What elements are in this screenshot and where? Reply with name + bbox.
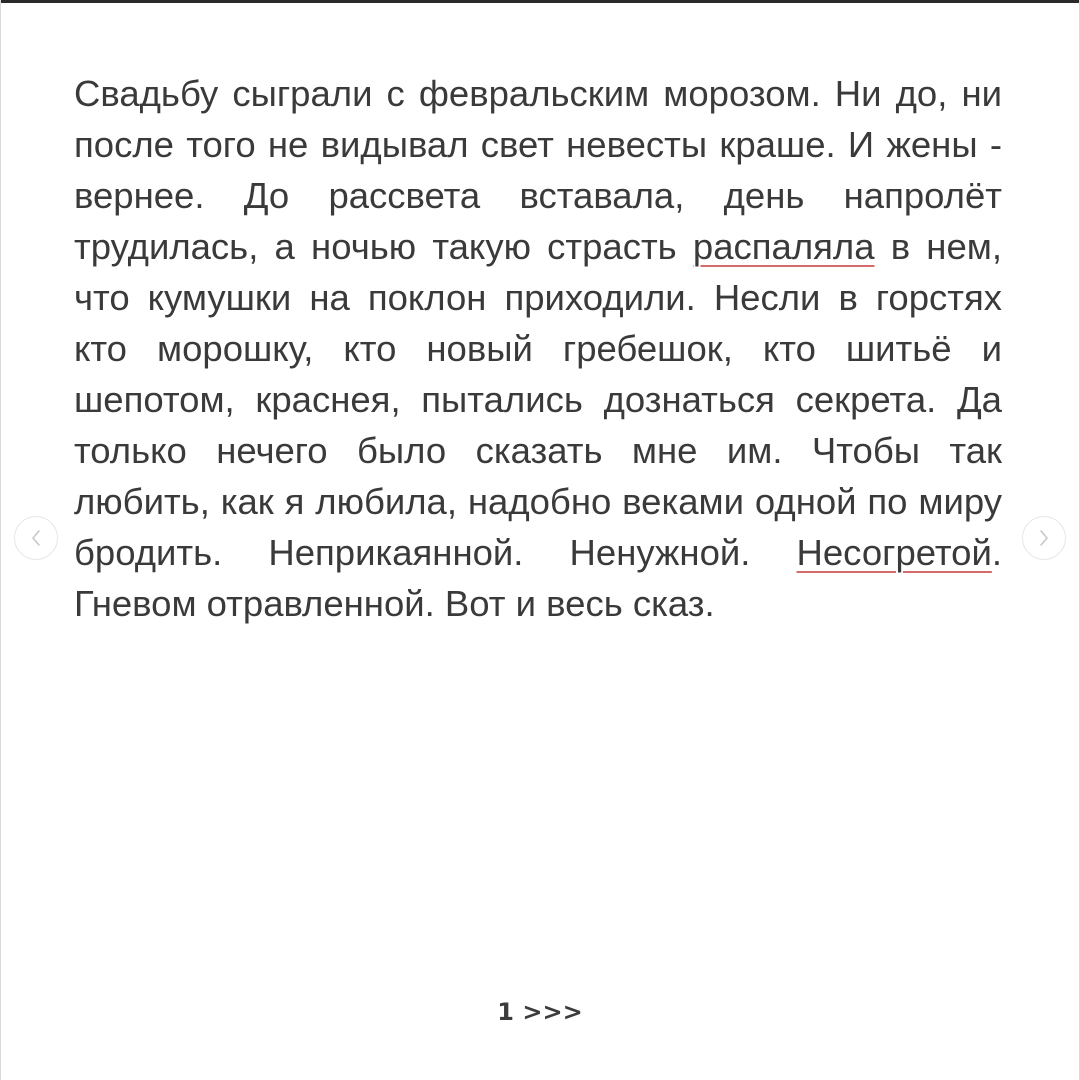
- chevron-right-icon: [1037, 529, 1051, 547]
- underlined-word: Несогретой: [796, 532, 992, 573]
- carousel-next-button[interactable]: [1022, 516, 1066, 560]
- text-segment: в нем, что кумушки на поклон приходили. Несли в горстях кто морошку, кто новый гребешок, кто шитьё и шепотом, краснея, пытались дознаться секрета. Да только нечего было сказать мне им. Чтобы так любить, как я любила, надобно веками одной по миру бродить. Неприкаянной. Ненужной.: [74, 226, 1003, 573]
- underlined-word: распаляла: [692, 226, 875, 267]
- left-border: [0, 0, 1, 1080]
- top-border: [0, 0, 1080, 3]
- text-segment: . Гневом отравленной. Вот и весь сказ.: [74, 532, 1002, 624]
- carousel-prev-button[interactable]: [14, 516, 58, 560]
- text-segment: Свадьбу сыграли с февральским морозом. Ни до, ни после того не видывал свет невесты краше. И жены - вернее. До рассвета вставала, день напролёт трудилась, а ночью такую страсть: [74, 73, 1002, 267]
- page-indicator: 1 >>>: [497, 998, 583, 1026]
- post-text: [74, 68, 1002, 629]
- chevron-left-icon: [29, 529, 43, 547]
